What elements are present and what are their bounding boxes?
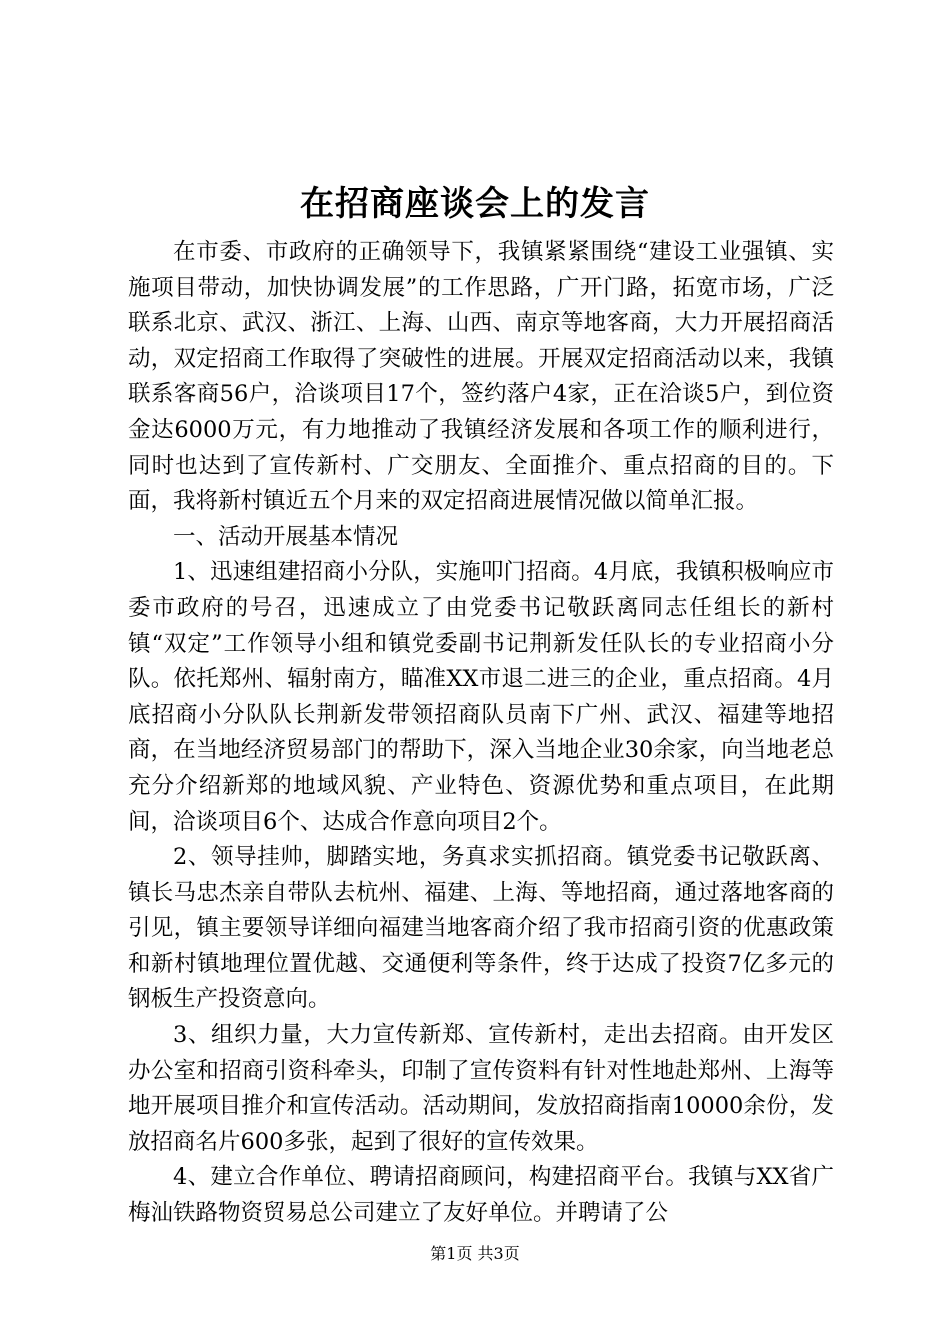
document-title: 在招商座谈会上的发言 [300,184,650,224]
paragraph-item-4: 4、建立合作单位、聘请招商顾问，构建招商平台。我镇与XX省广梅汕铁路物资贸易总公司建立了友好单位。并聘请了公 [128,1164,834,1227]
paragraph-intro: 在市委、市政府的正确领导下，我镇紧紧围绕“建设工业强镇、实施项目带动，加快协调发展”的工作思路，广开门路，拓宽市场，广泛联系北京、武汉、浙江、上海、山西、南京等地客商，大力开展招商活动，双定招商工作取得了突破性的进展。开展双定招商活动以来，我镇联系客商56户，洽谈项目17个，签约落户4家，正在洽谈5户，到位资金达6000万元，有力地推动了我镇经济发展和各项工作的顺利进行，同时也达到了宣传新村、广交朋友、全面推介、重点招商的目的。下面，我将新村镇近五个月来的双定招商进展情况做以简单汇报。 [128,239,834,515]
page-footer: 第1页 共3页 [430,1244,520,1263]
paragraph-item-3: 3、组织力量，大力宣传新郑、宣传新村，走出去招商。由开发区办公室和招商引资科牵头，印制了宣传资料有针对性地赴郑州、上海等地开展项目推介和宣传活动。活动期间，发放招商指南10000余份，发放招商名片600多张，起到了很好的宣传效果。 [128,1022,834,1155]
document-body [128,235,834,1232]
section-heading: 一、活动开展基本情况 [173,523,399,550]
paragraph-item-1: 1、迅速组建招商小分队，实施叩门招商。4月底，我镇积极响应市委市政府的号召，迅速成立了由党委书记敬跃离同志任组长的新村镇“双定”工作领导小组和镇党委副书记荆新发任队长的专业招商小分队。依托郑州、辐射南方，瞄准XX市退二进三的企业，重点招商。4月底招商小分队队长荆新发带领招商队员南下广州、武汉、福建等地招商，在当地经济贸易部门的帮助下，深入当地企业30余家，向当地老总充分介绍新郑的地域风貌、产业特色、资源优势和重点项目，在此期间，洽谈项目6个、达成合作意向项目2个。 [128,559,834,835]
paragraph-item-2: 2、领导挂帅，脚踏实地，务真求实抓招商。镇党委书记敬跃离、镇长马忠杰亲自带队去杭州、福建、上海、等地招商，通过落地客商的引见，镇主要领导详细向福建当地客商介绍了我市招商引资的优惠政策和新村镇地理位置优越、交通便利等条件，终于达成了投资7亿多元的钢板生产投资意向。 [128,844,834,1013]
